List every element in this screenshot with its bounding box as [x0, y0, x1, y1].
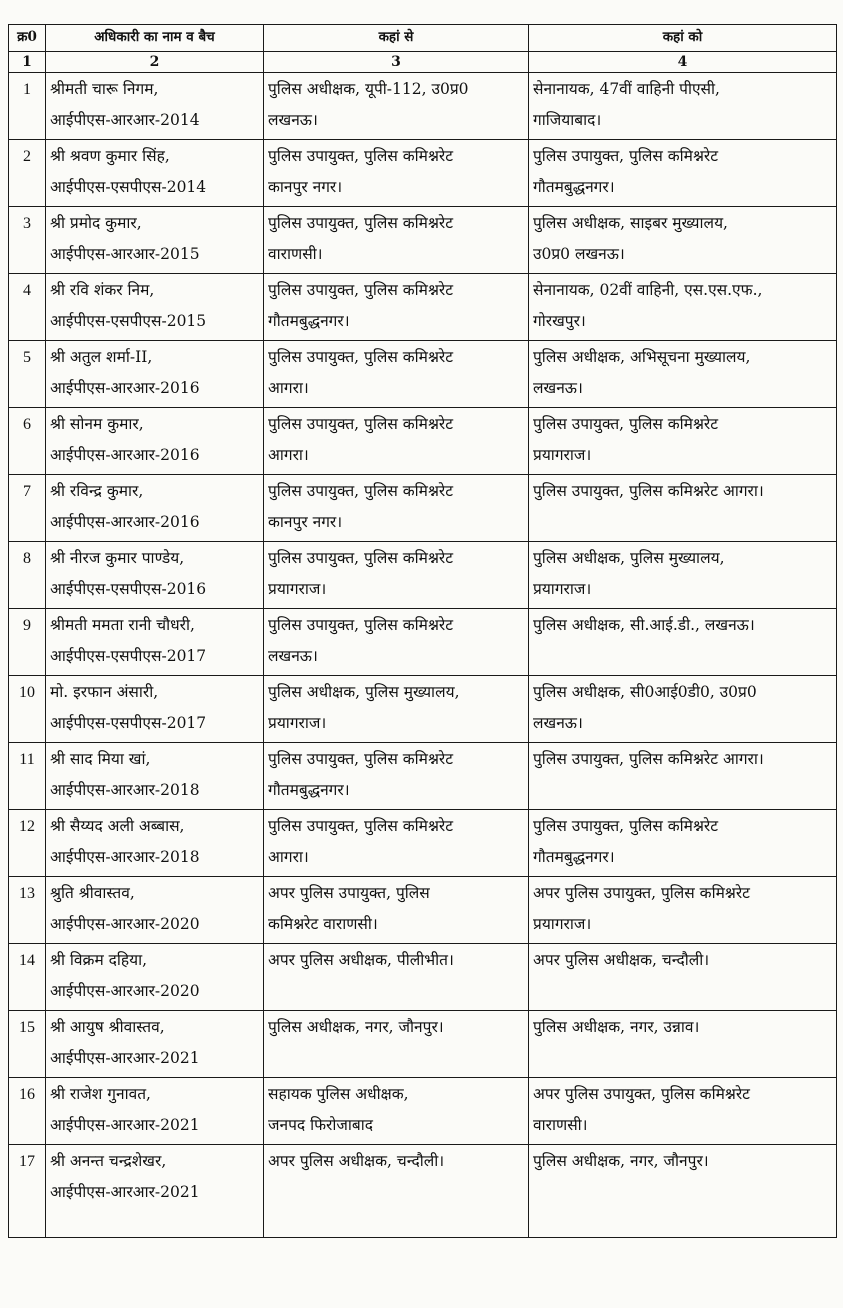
officer-cell	[46, 140, 264, 207]
officer-batch: आईपीएस-आरआर-2021	[50, 1116, 200, 1134]
to-posting-line: पुलिस अधीक्षक, नगर, उन्नाव।	[533, 1018, 700, 1036]
to-posting-line: पुलिस अधीक्षक, सी0आई0डी0, उ0प्र0	[533, 683, 757, 701]
table-row	[9, 877, 837, 944]
officer-name: श्री अतुल शर्मा-II,	[50, 348, 153, 366]
table-row	[9, 542, 837, 609]
column-number: 3	[264, 52, 529, 73]
from-posting-line: पुलिस उपायुक्त, पुलिस कमिश्नरेट	[268, 616, 454, 634]
table-row	[9, 475, 837, 542]
officer-batch: आईपीएस-आरआर-2020	[50, 982, 200, 1000]
from-posting-line: पुलिस अधीक्षक, नगर, जौनपुर।	[268, 1018, 444, 1036]
officer-name: श्रीमती चारू निगम,	[50, 80, 159, 98]
serial-number: 10	[19, 684, 35, 701]
to-posting-line: पुलिस अधीक्षक, अभिसूचना मुख्यालय,	[533, 348, 751, 366]
from-cell	[264, 944, 529, 1011]
officer-batch: आईपीएस-आरआर-2020	[50, 915, 200, 933]
from-posting-line: गौतमबुद्धनगर।	[268, 781, 350, 799]
from-cell	[264, 341, 529, 408]
to-posting-line: लखनऊ।	[533, 379, 583, 397]
serial-number: 8	[23, 550, 31, 567]
to-posting-line: पुलिस उपायुक्त, पुलिस कमिश्नरेट	[533, 415, 719, 433]
from-cell	[264, 274, 529, 341]
table-row	[9, 609, 837, 676]
officer-cell	[46, 274, 264, 341]
to-cell	[529, 609, 837, 676]
officer-cell	[46, 1078, 264, 1145]
column-number: 2	[46, 52, 264, 73]
to-cell	[529, 1145, 837, 1238]
to-posting-line: सेनानायक, 47वीं वाहिनी पीएसी,	[533, 80, 720, 98]
header-from: कहां से	[264, 25, 529, 52]
serial-number: 14	[19, 952, 35, 969]
from-posting-line: कानपुर नगर।	[268, 513, 343, 531]
officer-batch: आईपीएस-आरआर-2021	[50, 1183, 200, 1201]
from-posting-line: पुलिस अधीक्षक, यूपी-112, उ0प्र0	[268, 80, 469, 98]
table-row	[9, 1145, 837, 1238]
to-cell	[529, 408, 837, 475]
to-posting-line: पुलिस उपायुक्त, पुलिस कमिश्नरेट आगरा।	[533, 482, 764, 500]
officer-batch: आईपीएस-आरआर-2018	[50, 781, 200, 799]
column-number: 1	[9, 52, 46, 73]
serial-number: 17	[19, 1153, 35, 1170]
officer-batch: आईपीएस-आरआर-2015	[50, 245, 200, 263]
officer-name: श्री साद मिया खां,	[50, 750, 151, 768]
serial-number: 12	[19, 818, 35, 835]
table-row	[9, 73, 837, 140]
serial-number: 2	[23, 148, 31, 165]
table-row	[9, 1011, 837, 1078]
to-cell	[529, 1011, 837, 1078]
officer-name: श्री रविन्द्र कुमार,	[50, 482, 144, 500]
serial-number-cell	[9, 475, 46, 542]
from-cell	[264, 140, 529, 207]
to-posting-line: गौतमबुद्धनगर।	[533, 848, 615, 866]
officer-name: श्री रवि शंकर निम,	[50, 281, 155, 299]
to-posting-line: प्रयागराज।	[533, 580, 592, 598]
to-posting-line: प्रयागराज।	[533, 915, 592, 933]
from-posting-line: गौतमबुद्धनगर।	[268, 312, 350, 330]
from-posting-line: आगरा।	[268, 848, 309, 866]
from-cell	[264, 408, 529, 475]
serial-number: 4	[23, 282, 31, 299]
from-cell	[264, 676, 529, 743]
serial-number-cell	[9, 1078, 46, 1145]
from-posting-line: वाराणसी।	[268, 245, 323, 263]
from-cell	[264, 1145, 529, 1238]
serial-number: 11	[19, 751, 35, 768]
table-row	[9, 408, 837, 475]
serial-number-cell	[9, 676, 46, 743]
to-cell	[529, 1078, 837, 1145]
to-cell	[529, 542, 837, 609]
officer-name: श्री श्रवण कुमार सिंह,	[50, 147, 170, 165]
to-cell	[529, 810, 837, 877]
officer-cell	[46, 877, 264, 944]
officer-name: श्रुति श्रीवास्तव,	[50, 884, 135, 902]
serial-number-cell	[9, 1011, 46, 1078]
from-posting-line: आगरा।	[268, 446, 309, 464]
to-posting-line: पुलिस उपायुक्त, पुलिस कमिश्नरेट	[533, 817, 719, 835]
serial-number-cell	[9, 1145, 46, 1238]
serial-number-cell	[9, 743, 46, 810]
serial-number: 1	[23, 81, 31, 98]
from-posting-line: जनपद फिरोजाबाद	[268, 1116, 373, 1134]
to-cell	[529, 743, 837, 810]
to-cell	[529, 73, 837, 140]
serial-number-cell	[9, 944, 46, 1011]
officer-name: श्री राजेश गुनावत,	[50, 1085, 151, 1103]
to-cell	[529, 944, 837, 1011]
officer-name: श्री प्रमोद कुमार,	[50, 214, 142, 232]
to-posting-line: पुलिस अधीक्षक, सी.आई.डी., लखनऊ।	[533, 616, 755, 634]
table-row	[9, 341, 837, 408]
from-posting-line: पुलिस उपायुक्त, पुलिस कमिश्नरेट	[268, 482, 454, 500]
officer-cell	[46, 475, 264, 542]
officer-name: श्री नीरज कुमार पाण्डेय,	[50, 549, 185, 567]
serial-number-cell	[9, 274, 46, 341]
serial-number: 9	[23, 617, 31, 634]
to-cell	[529, 676, 837, 743]
from-posting-line: पुलिस उपायुक्त, पुलिस कमिश्नरेट	[268, 750, 454, 768]
from-posting-line: लखनऊ।	[268, 111, 318, 129]
officer-cell	[46, 743, 264, 810]
serial-number: 16	[19, 1086, 35, 1103]
officer-batch: आईपीएस-एसपीएस-2014	[50, 178, 207, 196]
officer-cell	[46, 1011, 264, 1078]
from-posting-line: अपर पुलिस अधीक्षक, पीलीभीत।	[268, 951, 454, 969]
officer-cell	[46, 408, 264, 475]
from-cell	[264, 810, 529, 877]
officer-batch: आईपीएस-आरआर-2021	[50, 1049, 200, 1067]
serial-number-cell	[9, 73, 46, 140]
officer-batch: आईपीएस-आरआर-2014	[50, 111, 200, 129]
serial-number: 13	[19, 885, 35, 902]
from-posting-line: लखनऊ।	[268, 647, 318, 665]
table-row	[9, 140, 837, 207]
officer-cell	[46, 542, 264, 609]
to-cell	[529, 207, 837, 274]
to-posting-line: गौतमबुद्धनगर।	[533, 178, 615, 196]
serial-number: 6	[23, 416, 31, 433]
serial-number-cell	[9, 408, 46, 475]
from-posting-line: पुलिस उपायुक्त, पुलिस कमिश्नरेट	[268, 817, 454, 835]
header-row	[9, 25, 837, 52]
officer-name: श्री सोनम कुमार,	[50, 415, 144, 433]
header-officer-name-batch: अधिकारी का नाम व बैच	[46, 25, 264, 52]
from-posting-line: पुलिस उपायुक्त, पुलिस कमिश्नरेट	[268, 214, 454, 232]
serial-number-cell	[9, 609, 46, 676]
serial-number: 3	[23, 215, 31, 232]
from-posting-line: पुलिस उपायुक्त, पुलिस कमिश्नरेट	[268, 281, 454, 299]
serial-number-cell	[9, 877, 46, 944]
serial-number-cell	[9, 810, 46, 877]
table-body	[9, 73, 837, 1238]
table-row	[9, 207, 837, 274]
table-row	[9, 274, 837, 341]
officer-name: श्री अनन्त चन्द्रशेखर,	[50, 1152, 167, 1170]
from-posting-line: पुलिस उपायुक्त, पुलिस कमिश्नरेट	[268, 549, 454, 567]
officer-batch: आईपीएस-एसपीएस-2015	[50, 312, 207, 330]
serial-number-cell	[9, 140, 46, 207]
officer-cell	[46, 73, 264, 140]
table-row	[9, 944, 837, 1011]
header-to: कहां को	[529, 25, 837, 52]
officer-cell	[46, 207, 264, 274]
from-posting-line: आगरा।	[268, 379, 309, 397]
to-cell	[529, 877, 837, 944]
from-cell	[264, 542, 529, 609]
table-row	[9, 1078, 837, 1145]
from-posting-line: सहायक पुलिस अधीक्षक,	[268, 1085, 409, 1103]
to-posting-line: पुलिस अधीक्षक, पुलिस मुख्यालय,	[533, 549, 725, 567]
officer-name: श्री विक्रम दहिया,	[50, 951, 148, 969]
from-posting-line: अपर पुलिस उपायुक्त, पुलिस	[268, 884, 430, 902]
from-posting-line: कमिश्नरेट वाराणसी।	[268, 915, 378, 933]
to-posting-line: अपर पुलिस उपायुक्त, पुलिस कमिश्नरेट	[533, 1085, 750, 1103]
to-posting-line: पुलिस उपायुक्त, पुलिस कमिश्नरेट आगरा।	[533, 750, 764, 768]
table-row	[9, 676, 837, 743]
from-posting-line: प्रयागराज।	[268, 714, 327, 732]
to-posting-line: गोरखपुर।	[533, 312, 586, 330]
officer-cell	[46, 341, 264, 408]
to-posting-line: सेनानायक, 02वीं वाहिनी, एस.एस.एफ.,	[533, 281, 763, 299]
from-cell	[264, 877, 529, 944]
table-row	[9, 810, 837, 877]
from-cell	[264, 475, 529, 542]
serial-number-cell	[9, 207, 46, 274]
to-cell	[529, 274, 837, 341]
serial-number-cell	[9, 341, 46, 408]
column-number-row	[9, 52, 837, 73]
serial-number: 7	[23, 483, 31, 500]
from-posting-line: प्रयागराज।	[268, 580, 327, 598]
officer-batch: आईपीएस-आरआर-2018	[50, 848, 200, 866]
from-posting-line: पुलिस अधीक्षक, पुलिस मुख्यालय,	[268, 683, 460, 701]
from-posting-line: अपर पुलिस अधीक्षक, चन्दौली।	[268, 1152, 445, 1170]
from-cell	[264, 743, 529, 810]
from-posting-line: पुलिस उपायुक्त, पुलिस कमिश्नरेट	[268, 147, 454, 165]
officer-cell	[46, 1145, 264, 1238]
to-posting-line: पुलिस उपायुक्त, पुलिस कमिश्नरेट	[533, 147, 719, 165]
to-posting-line: प्रयागराज।	[533, 446, 592, 464]
to-posting-line: अपर पुलिस उपायुक्त, पुलिस कमिश्नरेट	[533, 884, 750, 902]
from-posting-line: पुलिस उपायुक्त, पुलिस कमिश्नरेट	[268, 348, 454, 366]
from-cell	[264, 73, 529, 140]
from-cell	[264, 1078, 529, 1145]
column-number: 4	[529, 52, 837, 73]
from-cell	[264, 207, 529, 274]
officer-batch: आईपीएस-आरआर-2016	[50, 379, 200, 397]
from-posting-line: कानपुर नगर।	[268, 178, 343, 196]
officer-name: श्री सैय्यद अली अब्बास,	[50, 817, 185, 835]
officer-batch: आईपीएस-एसपीएस-2017	[50, 714, 207, 732]
to-posting-line: पुलिस अधीक्षक, साइबर मुख्यालय,	[533, 214, 728, 232]
from-cell	[264, 1011, 529, 1078]
officer-batch: आईपीएस-आरआर-2016	[50, 513, 200, 531]
officer-name: मो. इरफान अंसारी,	[50, 683, 159, 701]
officer-batch: आईपीएस-एसपीएस-2016	[50, 580, 207, 598]
transfer-table	[8, 24, 837, 1238]
from-cell	[264, 609, 529, 676]
serial-number-cell	[9, 542, 46, 609]
to-cell	[529, 475, 837, 542]
to-posting-line: लखनऊ।	[533, 714, 583, 732]
officer-cell	[46, 609, 264, 676]
table-row	[9, 743, 837, 810]
from-posting-line: पुलिस उपायुक्त, पुलिस कमिश्नरेट	[268, 415, 454, 433]
serial-number: 15	[19, 1019, 35, 1036]
to-cell	[529, 341, 837, 408]
officer-cell	[46, 810, 264, 877]
to-posting-line: अपर पुलिस अधीक्षक, चन्दौली।	[533, 951, 710, 969]
officer-name: श्रीमती ममता रानी चौधरी,	[50, 616, 195, 634]
officer-cell	[46, 676, 264, 743]
to-cell	[529, 140, 837, 207]
officer-batch: आईपीएस-आरआर-2016	[50, 446, 200, 464]
serial-number: 5	[23, 349, 31, 366]
officer-name: श्री आयुष श्रीवास्तव,	[50, 1018, 165, 1036]
officer-cell	[46, 944, 264, 1011]
header-serial: क्र0	[9, 25, 46, 52]
officer-batch: आईपीएस-एसपीएस-2017	[50, 647, 207, 665]
to-posting-line: गाजियाबाद।	[533, 111, 602, 129]
to-posting-line: उ0प्र0 लखनऊ।	[533, 245, 625, 263]
to-posting-line: वाराणसी।	[533, 1116, 588, 1134]
to-posting-line: पुलिस अधीक्षक, नगर, जौनपुर।	[533, 1152, 709, 1170]
